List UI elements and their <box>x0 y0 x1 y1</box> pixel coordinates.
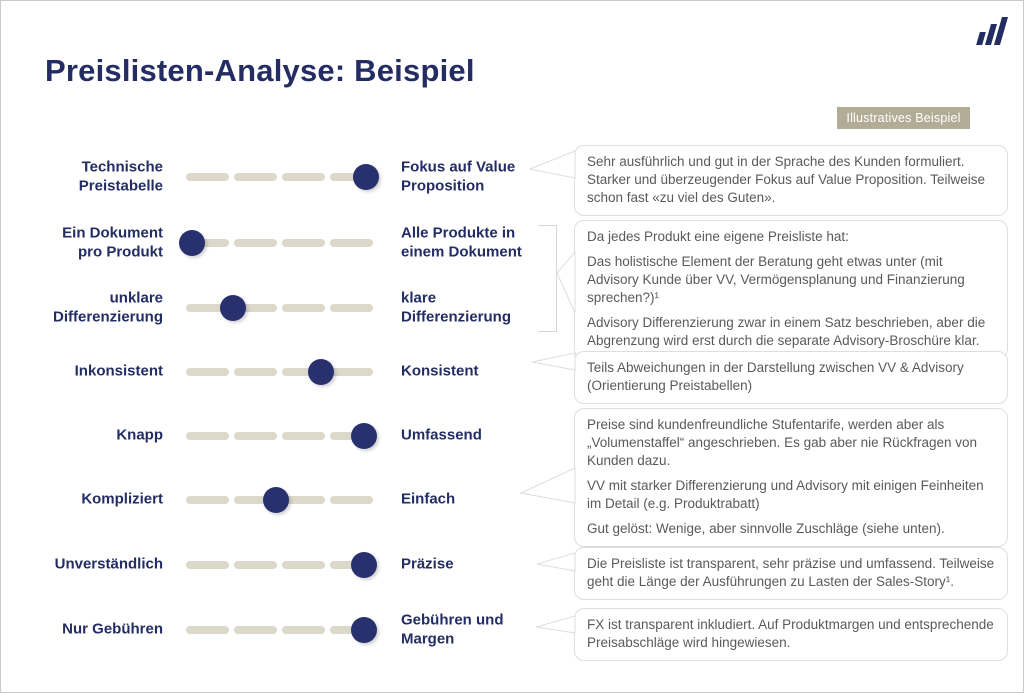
left-scale-label: Nur Gebühren <box>62 620 163 638</box>
slider-dot <box>351 552 377 578</box>
slider-track <box>186 173 373 181</box>
slider-dot <box>351 617 377 643</box>
left-scale-label: Knapp <box>116 426 163 444</box>
note-card <box>574 220 1008 359</box>
note-card <box>574 351 1008 404</box>
slider-dot <box>220 295 246 321</box>
callout-bracket <box>538 225 557 332</box>
slider-track <box>186 368 373 376</box>
slider-dot <box>351 423 377 449</box>
note-card <box>574 408 1008 547</box>
left-scale-label: Unverständlich <box>54 555 163 573</box>
right-scale-label: Alle Produkte in einem Dokument <box>401 224 522 260</box>
illustrative-example-badge: Illustratives Beispiel <box>837 107 970 129</box>
note-paragraph: Teils Abweichungen in der Darstellung zwischen VV & Advisory (Orientierung Preistabellen) <box>587 360 964 393</box>
slider-dot <box>263 487 289 513</box>
note-paragraph: Die Preisliste ist transparent, sehr präzise und umfassend. Teilweise geht die Länge der Ausführungen zu Lasten der Sales-Story¹. <box>587 556 995 589</box>
slider-track <box>186 561 373 569</box>
note-paragraph: FX ist transparent inkludiert. Auf Produktmargen und entsprechende Preisabschläge wird hingewiesen. <box>587 617 994 650</box>
slider-track <box>186 626 373 634</box>
right-scale-label: Präzise <box>401 555 454 573</box>
slider-dot <box>353 164 379 190</box>
right-scale-label: klare Differenzierung <box>401 289 512 325</box>
note-card <box>574 547 1008 600</box>
note-paragraph: Gut gelöst: Wenige, aber sinnvolle Zuschläge (siehe unten). <box>587 521 945 536</box>
note-card <box>574 145 1008 216</box>
left-scale-label: Technische Preistabelle <box>78 158 163 194</box>
note-paragraph: Da jedes Produkt eine eigene Preisliste hat: <box>587 229 849 244</box>
left-scale-label: Ein Dokument pro Produkt <box>62 224 163 260</box>
page-title: Preislisten-Analyse: Beispiel <box>45 53 475 88</box>
increasing-bars-logo-icon <box>962 15 1004 45</box>
right-scale-label: Einfach <box>401 490 456 508</box>
note-paragraph: Advisory Differenzierung zwar in einem Satz beschrieben, aber die Abgrenzung wird erst durch die separate Advisory-Broschüre klar. <box>587 315 986 348</box>
slider-dot <box>179 230 205 256</box>
slider-track <box>186 239 373 247</box>
right-scale-label: Konsistent <box>401 362 479 380</box>
slider-track <box>186 432 373 440</box>
left-scale-label: Kompliziert <box>81 490 163 508</box>
note-paragraph: Das holistische Element der Beratung geht etwas unter (mit Advisory Kunde über VV, Vermögensplanung und Finanzierung sprechen?)¹ <box>587 254 965 305</box>
right-scale-label: Gebühren und Margen <box>401 611 504 647</box>
left-scale-label: unklare Differenzierung <box>52 289 163 325</box>
slider-track <box>186 304 373 312</box>
note-paragraph: Preise sind kundenfreundliche Stufentarife, werden aber als „Volumenstaffel“ angeschrieben. Es gab aber nie Rückfragen von Kunden dazu. <box>587 417 977 468</box>
left-scale-label: Inkonsistent <box>74 362 163 380</box>
slider-dot <box>308 359 334 385</box>
note-paragraph: VV mit starker Differenzierung und Advisory mit einigen Feinheiten im Detail (e.g. Produktrabatt) <box>587 478 984 511</box>
note-paragraph: Sehr ausführlich und gut in der Sprache des Kunden formuliert. Starker und überzeugender Fokus auf Value Proposition. Teilweise schon fast «zu viel des Guten». <box>587 154 985 205</box>
right-scale-label: Fokus auf Value Proposition <box>401 158 516 194</box>
note-card <box>574 608 1008 661</box>
right-scale-label: Umfassend <box>401 426 482 444</box>
